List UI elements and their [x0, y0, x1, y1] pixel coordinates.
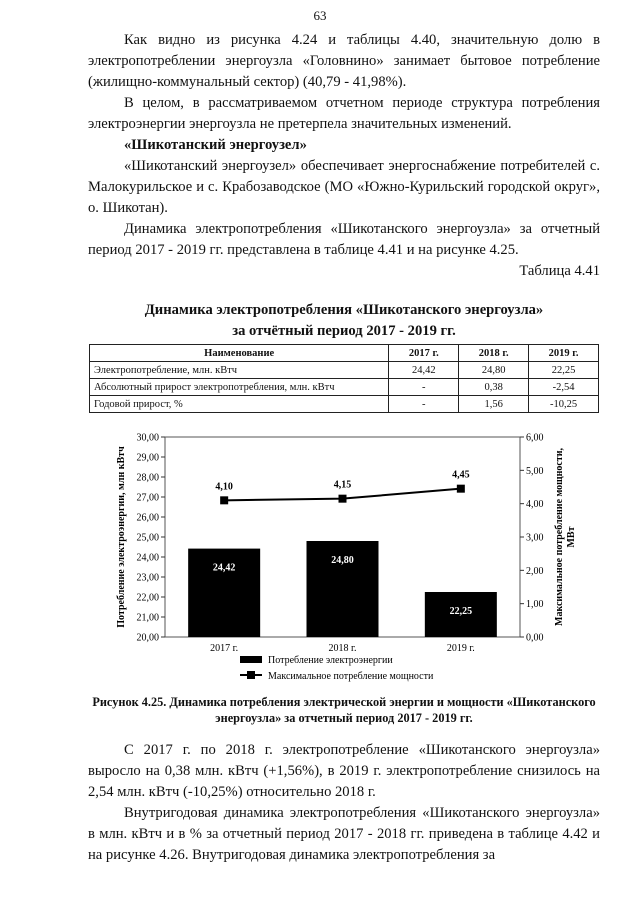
table-header-row [90, 345, 599, 362]
left-axis-title: Потребление электроэнергии, млн кВтч [116, 446, 127, 628]
right-tick-label: 0,00 [526, 632, 544, 644]
paragraph-1: Как видно из рисунка 4.24 и таблицы 4.40, значительную долю в электропотреблении энергоузла «Головнино» занимает бытовое потребление (жилищно-коммунальный сектор) (40,79 - 41,98%). [88, 32, 600, 90]
bottom-text [88, 740, 600, 866]
cell-value: 0,38 [459, 379, 529, 396]
top-text [88, 30, 600, 282]
right-tick-label: 5,00 [526, 465, 544, 477]
paragraph-2: В целом, в рассматриваемом отчетном периоде структура потребления электроэнергии энергоузла не претерпела значительных изменений. [88, 95, 600, 132]
right-tick-label: 4,00 [526, 499, 544, 511]
power-data-label: 4,15 [333, 479, 352, 491]
power-data-label: 4,45 [452, 469, 470, 481]
page-number: 63 [313, 8, 327, 23]
left-tick-label: 30,00 [136, 432, 159, 444]
cell-value: -10,25 [529, 396, 599, 413]
table-row [90, 396, 599, 413]
figure-caption: Рисунок 4.25. Динамика потребления электрической энергии и мощности «Шикотанского энергоузла» за отчетный период 2017 - 2019 гг. [92, 695, 596, 725]
right-axis-title-line-2: МВт [566, 526, 577, 548]
left-tick-label: 27,00 [136, 492, 159, 504]
right-tick-label: 3,00 [526, 532, 544, 544]
left-tick-label: 26,00 [136, 512, 159, 524]
cell-value: 24,42 [389, 362, 459, 379]
power-point [457, 485, 465, 493]
cell-value: - [389, 396, 459, 413]
cell-value: -2,54 [529, 379, 599, 396]
row-label: Годовой прирост, % [90, 396, 389, 413]
x-tick-label: 2019 г. [446, 643, 475, 654]
x-tick-label: 2018 г. [328, 643, 357, 654]
row-label: Электропотребление, млн. кВтч [90, 362, 389, 379]
power-data-label: 4,10 [215, 481, 233, 493]
right-tick-label: 1,00 [526, 599, 544, 611]
left-tick-label: 21,00 [136, 612, 159, 624]
table-row [90, 379, 599, 396]
left-tick-label: 29,00 [136, 452, 159, 464]
cell-value: 24,80 [459, 362, 529, 379]
left-tick-label: 23,00 [136, 572, 159, 584]
power-point [339, 495, 347, 503]
legend-bar-swatch [240, 656, 262, 663]
header-2017: 2017 г. [389, 345, 459, 362]
right-tick-label: 6,00 [526, 432, 544, 444]
consumption-table [89, 344, 599, 413]
table-label: Таблица 4.41 [519, 263, 600, 279]
table-title-line-2: за отчётный период 2017 - 2019 гг. [232, 323, 456, 339]
bar-data-label: 24,80 [331, 555, 354, 566]
power-point [220, 496, 228, 504]
paragraph-4: Динамика электропотребления «Шикотанского энергоузла» за отчетный период 2017 - 2019 гг. представлена в таблице 4.41 и на рисунке 4.25. [88, 221, 600, 258]
legend-line-marker [247, 671, 255, 679]
cell-value: 1,56 [459, 396, 529, 413]
left-tick-label: 25,00 [136, 532, 159, 544]
cell-value: 22,25 [529, 362, 599, 379]
table-title [88, 300, 600, 342]
figure-4-25 [110, 425, 580, 700]
paragraph-6: Внутригодовая динамика электропотребления «Шикотанского энергоузла» в млн. кВтч и в % за отчетный период 2017 - 2018 гг. приведена в таблице 4.42 и на рисунке 4.26. Внутригодовая динамика электропотребления за [88, 805, 600, 863]
paragraph-5: С 2017 г. по 2018 г. электропотребление «Шикотанского энергоузла» выросло на 0,38 млн. кВтч (+1,56%), в 2019 г. электропотребление снизилось на 2,54 млн. кВтч (-10,25%) относительно 2018 г. [88, 742, 600, 800]
bar-data-label: 24,42 [212, 562, 236, 574]
chart-svg [110, 425, 580, 700]
left-tick-label: 20,00 [136, 632, 159, 644]
left-tick-label: 22,00 [136, 592, 159, 604]
table-row [90, 362, 599, 379]
header-name: Наименование [90, 345, 389, 362]
bar-data-label: 22,25 [449, 606, 473, 617]
row-label: Абсолютный прирост электропотребления, млн. кВтч [90, 379, 389, 396]
legend-bar-label: Потребление электроэнергии [268, 655, 393, 666]
header-2019: 2019 г. [529, 345, 599, 362]
right-tick-label: 2,00 [526, 565, 544, 577]
left-tick-label: 28,00 [136, 472, 159, 484]
legend-line-label: Максимальное потребление мощности [268, 671, 434, 682]
x-tick-label: 2017 г. [210, 643, 239, 654]
header-2018: 2018 г. [459, 345, 529, 362]
cell-value: - [389, 379, 459, 396]
right-axis-title-line-1: Максимальное потребление мощности, [554, 447, 565, 627]
left-tick-label: 24,00 [136, 552, 159, 564]
paragraph-3: «Шикотанский энергоузел» обеспечивает энергоснабжение потребителей с. Малокурильское и с. Крабозаводское (МО «Южно-Курильский городской округ», о. Шикотан). [88, 158, 600, 216]
section-heading: «Шикотанский энергоузел» [124, 137, 307, 153]
table-title-line-1: Динамика электропотребления «Шикотанского энергоузла» [144, 302, 544, 318]
